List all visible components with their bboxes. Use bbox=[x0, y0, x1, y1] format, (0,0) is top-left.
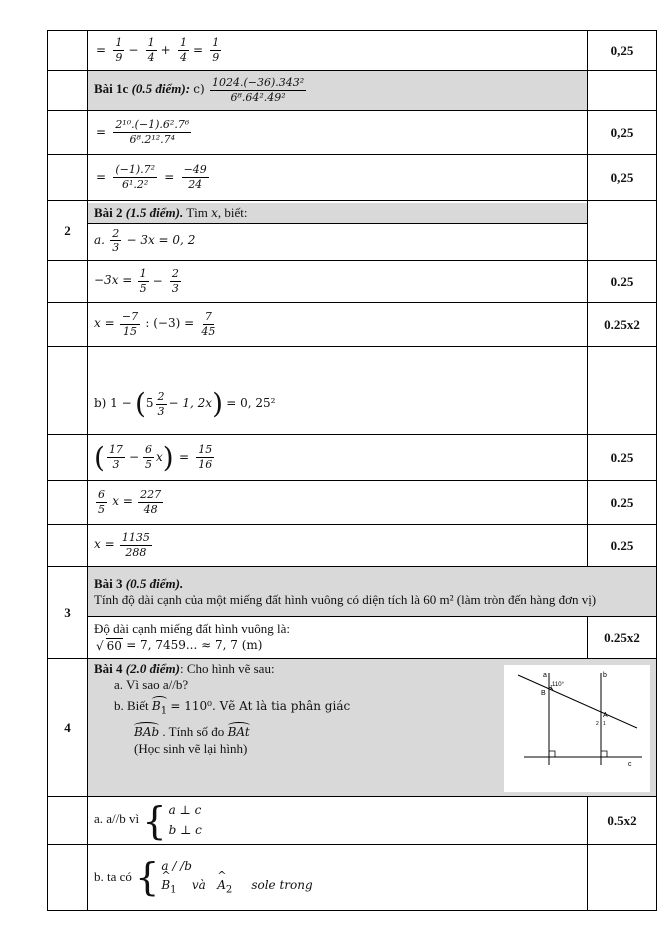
score-cell: 0,25 bbox=[588, 111, 657, 155]
question-number-cell bbox=[48, 435, 88, 481]
score-cell: 0,25 bbox=[588, 31, 657, 71]
table-row bbox=[48, 481, 657, 525]
score-cell: 0,25 bbox=[588, 155, 657, 201]
table-row bbox=[48, 659, 657, 797]
score-cell: 0.25 bbox=[588, 435, 657, 481]
question-header: Bài 3 (0.5 điểm). Tính độ dài cạnh của một miếng đất hình vuông có diện tích là 60 m² (làm tròn đến hàng đơn vị) bbox=[88, 567, 657, 617]
question-number-cell bbox=[48, 347, 88, 435]
fig-label-a: a bbox=[543, 672, 547, 679]
solution-step: = $\frac{\text{2¹⁰.(−1).6².7⁶}}{\text{6⁸.2¹².7⁴}}$ bbox=[88, 111, 588, 155]
question-number-cell bbox=[48, 303, 88, 347]
table-row bbox=[48, 201, 657, 261]
table-row bbox=[48, 797, 657, 845]
score-cell bbox=[588, 201, 657, 261]
fig-label-b: b bbox=[603, 672, 607, 679]
fig-num-1-B: 1 bbox=[550, 685, 553, 691]
question-header: Bài 1c (0.5 điểm): c) $\frac{\text{1024.(−36).343²}}{\text{6⁸.64².49²}}$ bbox=[88, 71, 588, 111]
question-number: 3 bbox=[48, 567, 88, 659]
score-cell bbox=[588, 347, 657, 435]
solution-step: $\frac{6}{5}$ x = $\frac{227}{48}$ bbox=[88, 481, 588, 525]
table-row bbox=[48, 347, 657, 435]
table-row bbox=[48, 31, 657, 71]
geometry-figure bbox=[504, 665, 650, 792]
table-row bbox=[48, 435, 657, 481]
solution-step: a. a//b vì { a ⊥ c b ⊥ c bbox=[88, 797, 588, 845]
score-cell: 0.5x2 bbox=[588, 797, 657, 845]
table-row bbox=[48, 617, 657, 659]
question-number-cell bbox=[48, 261, 88, 303]
fig-num-2: 2 bbox=[596, 721, 599, 727]
answer-table bbox=[47, 30, 657, 911]
question-header: Bài 4 (2.0 điểm): Cho hình vẽ sau: a. Vì sao a//b? b. Biết $B_1 = 110^0$. Vẽ At là tia phân giác BAb . Tính số đo BAt (Học sinh vẽ lại hình) a b c 110° B A 1 2 1 bbox=[88, 659, 657, 797]
table-row bbox=[48, 845, 657, 911]
solution-step: b) 1 − (5 $\frac{2}{3}$ − 1, 2x) = 0, 25² bbox=[88, 347, 588, 435]
table-row bbox=[48, 261, 657, 303]
solution-step: −3x = $\frac{1}{5}$ − $\frac{2}{3}$ bbox=[88, 261, 588, 303]
solution-step: ( $\frac{17}{3}$ − $\frac{6}{5}$ x) = $\frac{15}{16}$ bbox=[88, 435, 588, 481]
question-number-cell bbox=[48, 155, 88, 201]
question-number: 4 bbox=[48, 659, 88, 797]
score-cell: 0.25 bbox=[588, 525, 657, 567]
table-row bbox=[48, 111, 657, 155]
score-cell bbox=[588, 845, 657, 911]
table-row bbox=[48, 71, 657, 111]
score-cell bbox=[588, 71, 657, 111]
fig-label-c: c bbox=[628, 761, 632, 768]
score-cell: 0.25 bbox=[588, 261, 657, 303]
question-number-cell bbox=[48, 71, 88, 111]
table-row bbox=[48, 567, 657, 617]
score-cell: 0.25x2 bbox=[588, 617, 657, 659]
question-number: 2 bbox=[48, 201, 88, 261]
fig-num-1-A: 1 bbox=[603, 721, 606, 727]
question-number-cell bbox=[48, 845, 88, 911]
question-number-cell bbox=[48, 481, 88, 525]
solution-step: = $\frac{1}{9}$ − $\frac{1}{4}$ + $\frac{1}{4}$ = $\frac{1}{9}$ bbox=[88, 31, 588, 71]
question-number-cell bbox=[48, 797, 88, 845]
question-number-cell bbox=[48, 111, 88, 155]
solution-step: x = $\frac{-7}{15}$ : (−3) = $\frac{7}{45}$ bbox=[88, 303, 588, 347]
question-header: Bài 2 (1.5 điểm). Tìm x, biết: a. $\frac{2}{3}$ − 3x = 0, 2 bbox=[88, 201, 588, 261]
fig-angle-label: 110° bbox=[552, 682, 564, 688]
fig-label-B: B bbox=[541, 690, 546, 697]
fig-label-A: A bbox=[603, 712, 608, 719]
table-row bbox=[48, 303, 657, 347]
table-row bbox=[48, 155, 657, 201]
solution-step: b. ta có { a / /b ^ $B_1$ và ^ $A_2$ sole trong bbox=[88, 845, 588, 911]
score-cell: 0.25 bbox=[588, 481, 657, 525]
solution-step: Độ dài cạnh miếng đất hình vuông là: √ 60 = 7, 7459... ≈ 7, 7 (m) bbox=[88, 617, 588, 659]
solution-step: = $\frac{\text{(−1).7²}}{\text{6¹.2²}}$ = $\frac{-49}{24}$ bbox=[88, 155, 588, 201]
question-number-cell bbox=[48, 525, 88, 567]
table-row bbox=[48, 525, 657, 567]
solution-step: x = $\frac{1135}{288}$ bbox=[88, 525, 588, 567]
question-number-cell bbox=[48, 31, 88, 71]
score-cell: 0.25x2 bbox=[588, 303, 657, 347]
